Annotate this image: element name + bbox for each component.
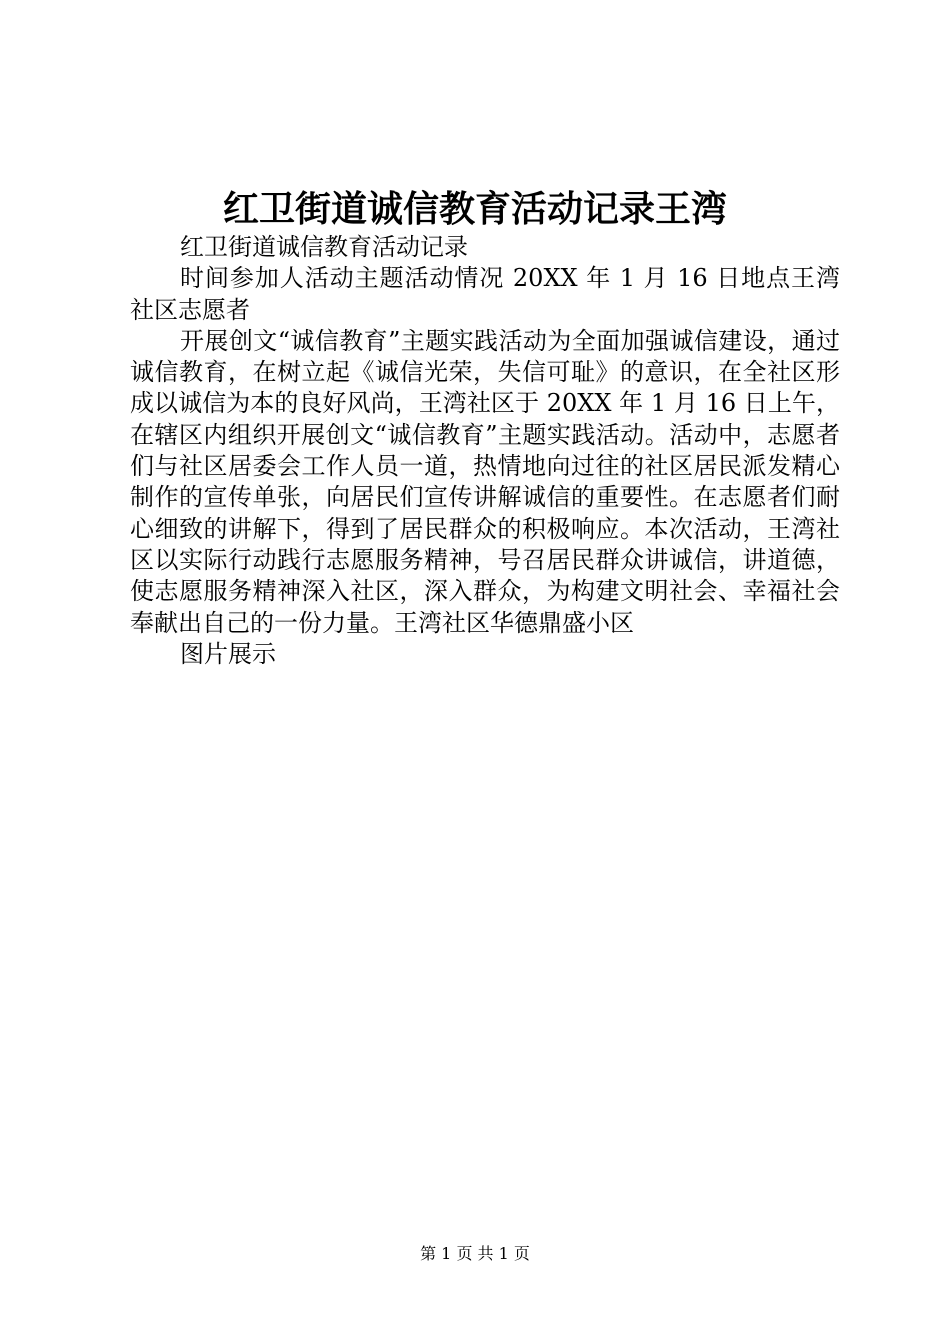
content-paragraph: 开展创文“诚信教育”主题实践活动为全面加强诚信建设，通过诚信教育，在树立起《诚信光荣，失信可耻》的意识，在全社区形成以诚信为本的良好风尚，王湾社区于 20XX 年 1 月 16 日上午，在辖区内组织开展创文“诚信教育”主题实践活动。活动中，志愿者们与社区居委会工作人员一道，热情地向过往的社区居民派发精心制作的宣传单张，向居民们宣传讲解诚信的重要性。在志愿者们耐心细致的讲解下，得到了居民群众的积极响应。本次活动，王湾社区以实际行动践行志愿服务精神，号召居民群众讲诚信，讲道德，使志愿服务精神深入社区，深入群众，为构建文明社会、幸福社会奉献出自己的一份力量。王湾社区华德鼎盛小区 bbox=[130, 326, 840, 637]
subtitle-paragraph: 红卫街道诚信教育活动记录 bbox=[180, 233, 468, 261]
document-title: 红卫街道诚信教育活动记录王湾 bbox=[222, 188, 727, 230]
info-paragraph: 时间参加人活动主题活动情况 20XX 年 1 月 16 日地点王湾社区志愿者 bbox=[130, 264, 840, 324]
page-footer: 第 1 页 共 1 页 bbox=[420, 1244, 530, 1263]
document-body bbox=[130, 232, 840, 670]
image-display-label: 图片展示 bbox=[180, 639, 276, 668]
